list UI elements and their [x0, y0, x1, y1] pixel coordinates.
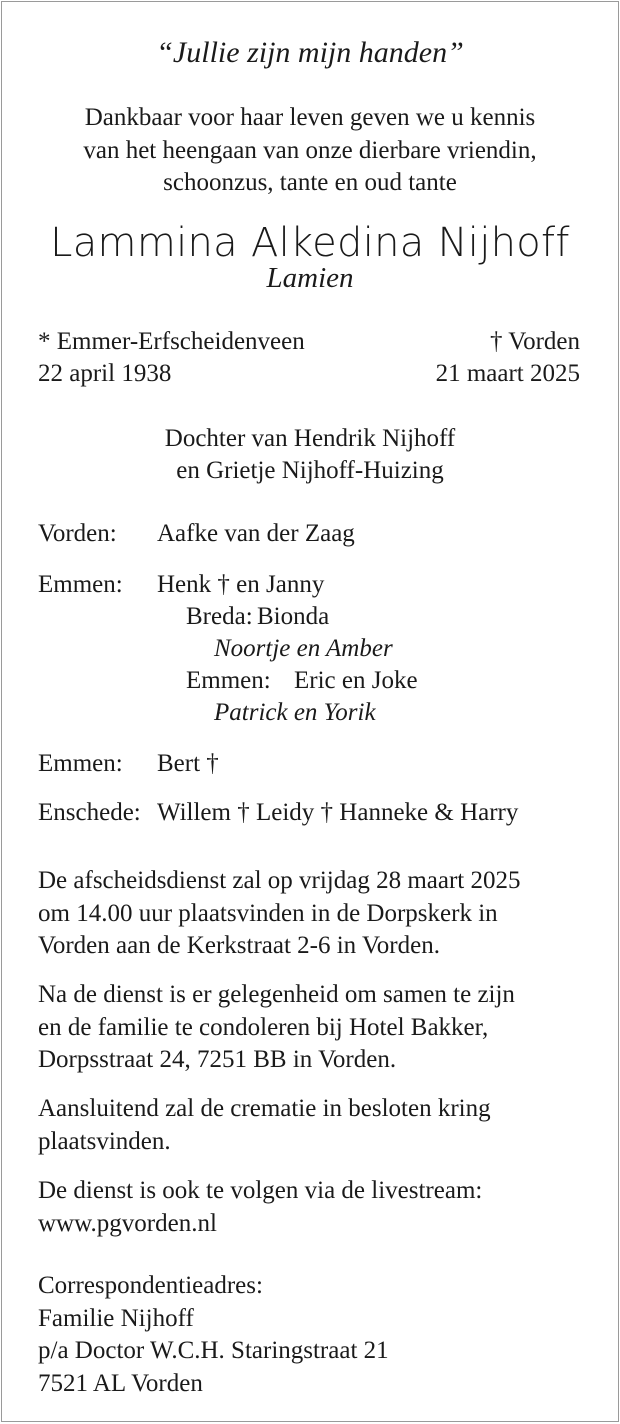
condolence-line: Na de dienst is er gelegenheid om samen te zijn [38, 981, 515, 1008]
death-place: † Vorden [489, 328, 580, 355]
place-row [38, 326, 580, 358]
family-sub-names: Eric en Joke [294, 667, 418, 694]
address-line: Correspondentieadres: [38, 1272, 263, 1299]
family-label: Enschede: [38, 799, 141, 826]
service-paragraph [38, 865, 521, 963]
condolence-line: Dorpsstraat 24, 7251 BB in Vorden. [38, 1046, 397, 1073]
family-sub-label: Emmen: [186, 667, 271, 694]
service-line: om 14.00 uur plaatsvinden in de Dorpskerk in [38, 899, 498, 927]
motto: “Jullie zijn mijn handen” [156, 36, 464, 69]
address-line: p/a Doctor W.C.H. Staringstraat 21 [38, 1337, 389, 1364]
family-label: Vorden: [38, 520, 117, 547]
intro-text [2, 102, 618, 200]
cremation-line: plaatsvinden. [38, 1127, 171, 1155]
service-line: Vorden aan de Kerkstraat 2-6 in Vorden. [38, 932, 440, 959]
birth-place: * Emmer-Erfscheidenveen [38, 328, 305, 355]
service-line: De afscheidsdienst zal op vrijdag 28 maart 2025 [38, 867, 521, 894]
deceased-nickname: Lamien [266, 262, 354, 294]
family-grandchildren: Noortje en Amber [214, 635, 393, 662]
correspondence-address [38, 1270, 389, 1400]
family-names: Henk † en Janny [157, 571, 325, 598]
condolence-paragraph [38, 979, 515, 1077]
intro-line: schoonzus, tante en oud tante [163, 169, 457, 196]
death-notice-card [1, 1, 619, 1422]
address-line: 7521 AL Vorden [38, 1369, 203, 1397]
condolence-line: en de familie te condoleren bij Hotel Bakker, [38, 1013, 489, 1041]
family-names: Aafke van der Zaag [157, 520, 355, 547]
family-names: Willem † Leidy † Hanneke & Harry [157, 799, 519, 826]
intro-line: Dankbaar voor haar leven geven we u kennis [84, 104, 536, 131]
livestream-link: www.pgvorden.nl [38, 1209, 217, 1237]
parents-line: en Grietje Nijhoff-Huizing [176, 457, 444, 484]
family-label: Emmen: [38, 571, 123, 598]
family-sub-label: Breda: [186, 603, 253, 630]
parents-text [2, 423, 618, 487]
address-line: Familie Nijhoff [38, 1304, 194, 1332]
family-names: Bert † [157, 750, 219, 777]
cremation-paragraph [38, 1093, 491, 1158]
cremation-line: Aansluitend zal de crematie in besloten kring [38, 1095, 491, 1122]
birth-date: 22 april 1938 [38, 360, 172, 387]
livestream-paragraph [38, 1175, 482, 1240]
livestream-line: De dienst is ook te volgen via de livestream: [38, 1177, 483, 1204]
parents-line: Dochter van Hendrik Nijhoff [164, 425, 456, 452]
deceased-name: Lammina Alkedina Nijhoff [50, 220, 570, 266]
family-sub-names: Bionda [257, 603, 330, 630]
family-label: Emmen: [38, 750, 123, 777]
date-row [38, 358, 580, 390]
intro-line: van het heengaan van onze dierbare vriendin, [83, 136, 537, 164]
death-date: 21 maart 2025 [435, 360, 580, 387]
family-grandchildren: Patrick en Yorik [214, 699, 376, 726]
